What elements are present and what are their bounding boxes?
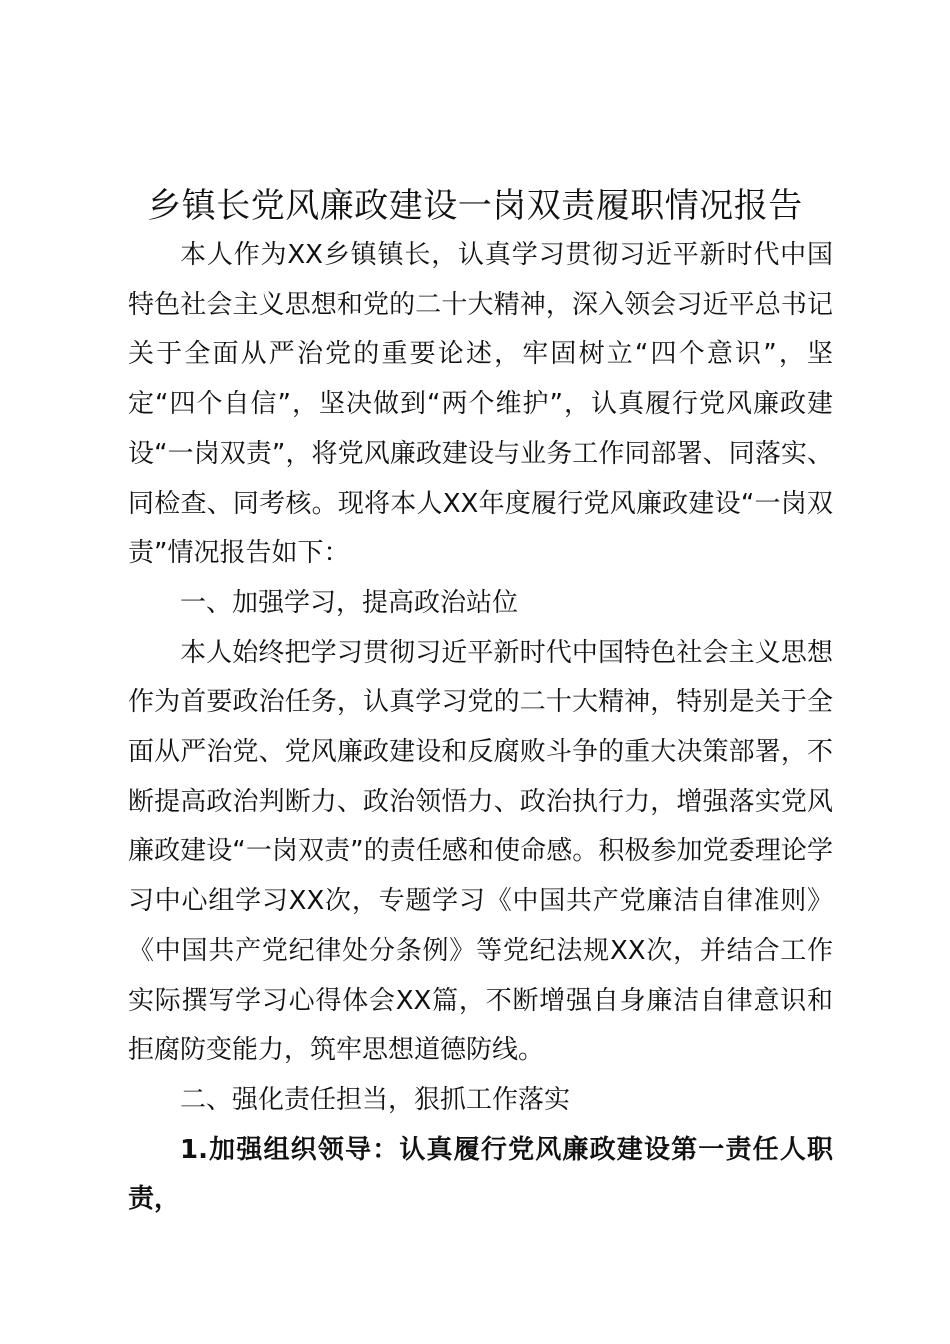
- section-1-paragraph: 本人始终把学习贯彻习近平新时代中国特色社会主义思想作为首要政治任务，认真学习党的二十大精神，特别是关于全面从严治党、党风廉政建设和反腐败斗争的重大决策部署，不断提高政治判断力、政治领悟力、政治执行力，增强落实党风廉政建设“一岗双责”的责任感和使命感。积极参加党委理论学习中心组学习XX次，专题学习《中国共产党廉洁自律准则》《中国共产党纪律处分条例》等党纪法规XX次，并结合工作实际撰写学习心得体会XX篇，不断增强自身廉洁自律意识和拒腐防变能力，筑牢思想道德防线。: [128, 637, 833, 1066]
- document-title: 乡镇长党风廉政建设一岗双责履职情况报告: [147, 186, 803, 226]
- document-body: [128, 231, 833, 1225]
- section-heading-1: 一、加强学习，提高政治站位: [180, 587, 519, 618]
- intro-paragraph: 本人作为XX乡镇镇长，认真学习贯彻习近平新时代中国特色社会主义思想和党的二十大精神，深入领会习近平总书记关于全面从严治党的重要论述，牢固树立“四个意识”，坚定“四个自信”，坚决做到“两个维护”，认真履行党风廉政建设“一岗双责”，将党风廉政建设与业务工作同部署、同落实、同检查、同考核。现将本人XX年度履行党风廉政建设“一岗双责”情况报告如下：: [128, 240, 833, 569]
- subsection-1-paragraph: 1.加强组织领导：认真履行党风廉政建设第一责任人职责，: [128, 1134, 833, 1215]
- section-heading-2: 二、强化责任担当，狠抓工作落实: [180, 1084, 571, 1115]
